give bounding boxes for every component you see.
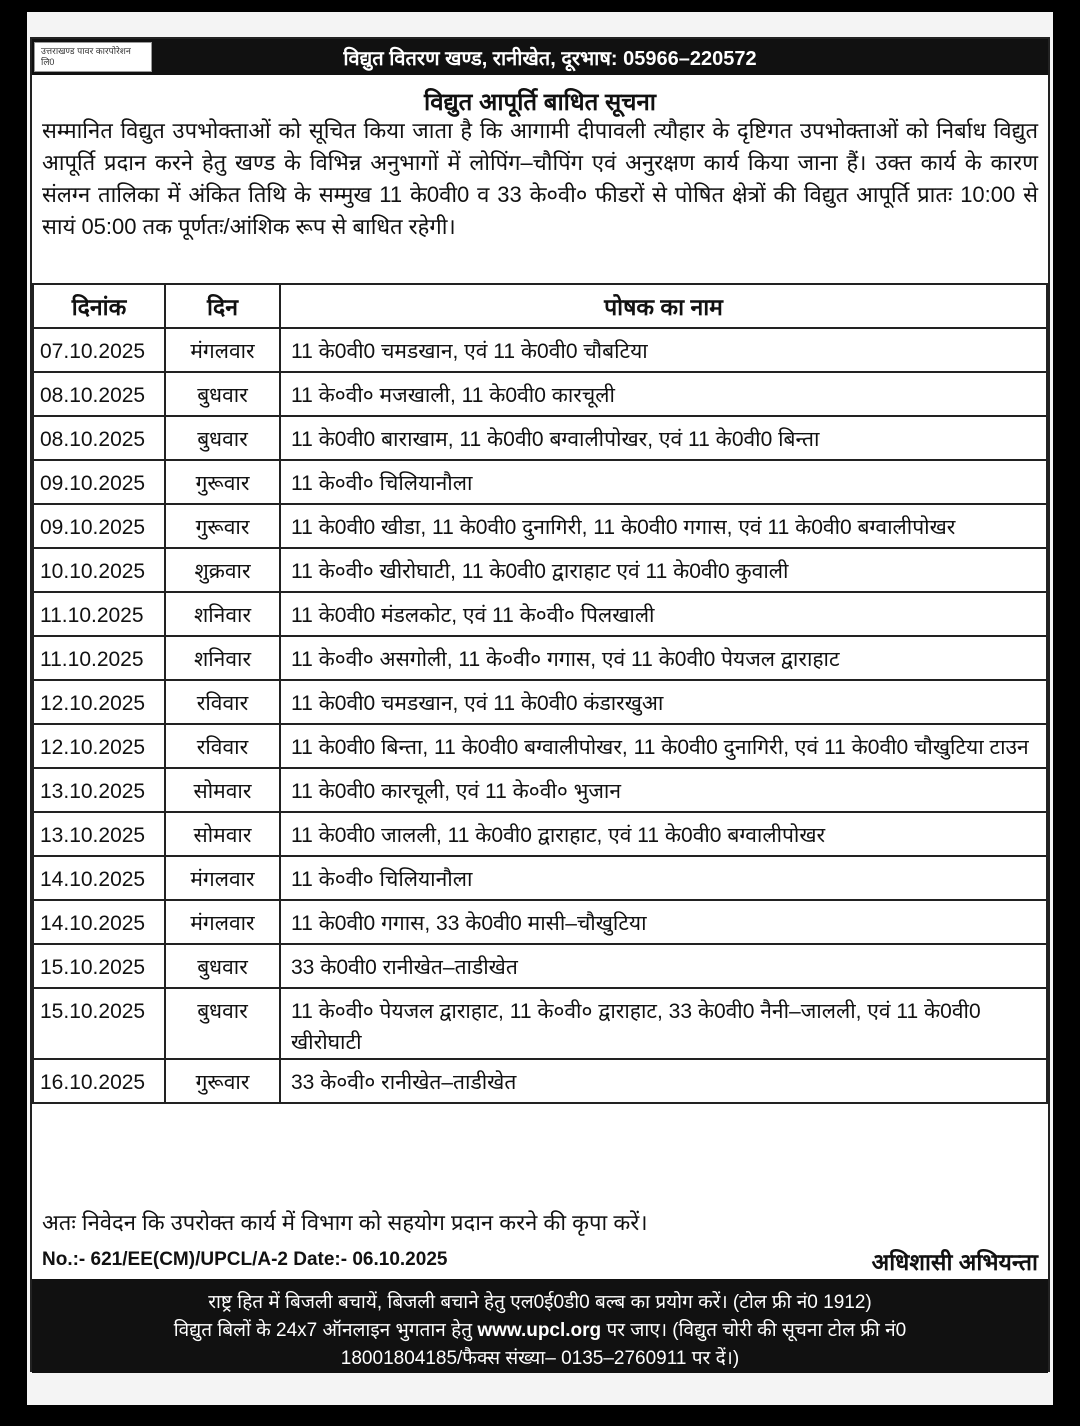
table-header-row bbox=[33, 284, 1047, 328]
table-row bbox=[33, 812, 1047, 856]
table-row bbox=[33, 636, 1047, 680]
signatory: अधिशासी अभियन्ता bbox=[871, 1249, 1038, 1275]
date-cell: 14.10.2025 bbox=[33, 856, 165, 900]
day-cell: बुधवार bbox=[165, 988, 280, 1059]
footer-line-2a: विद्युत बिलों के 24x7 ऑनलाइन भुगतान हेतु bbox=[173, 1320, 473, 1341]
day-cell: मंगलवार bbox=[165, 856, 280, 900]
feeder-cell: 33 के0वी0 रानीखेत–ताडीखेत bbox=[280, 944, 1047, 988]
notice-sheet bbox=[27, 12, 1053, 1405]
date-cell: 12.10.2025 bbox=[33, 724, 165, 768]
table-row bbox=[33, 504, 1047, 548]
date-cell: 13.10.2025 bbox=[33, 812, 165, 856]
feeder-cell: 11 के0वी0 मंडलकोट, एवं 11 के०वी० पिलखाली bbox=[280, 592, 1047, 636]
day-cell: शुक्रवार bbox=[165, 548, 280, 592]
schedule-table bbox=[32, 283, 1048, 1104]
day-cell: बुधवार bbox=[165, 416, 280, 460]
day-cell: मंगलवार bbox=[165, 328, 280, 372]
header-date: दिनांक bbox=[33, 284, 165, 328]
footer-line-2 bbox=[32, 1317, 1048, 1345]
table-row bbox=[33, 768, 1047, 812]
date-cell: 09.10.2025 bbox=[33, 504, 165, 548]
table-row bbox=[33, 592, 1047, 636]
date-cell: 15.10.2025 bbox=[33, 944, 165, 988]
day-cell: मंगलवार bbox=[165, 900, 280, 944]
feeder-cell: 11 के0वी0 कारचूली, एवं 11 के०वी० भुजान bbox=[280, 768, 1047, 812]
date-cell: 11.10.2025 bbox=[33, 592, 165, 636]
table-row bbox=[33, 944, 1047, 988]
date-cell: 09.10.2025 bbox=[33, 460, 165, 504]
company-logo: उत्तराखण्ड पावर कारपोरेशन लि0 bbox=[34, 42, 152, 72]
feeder-cell: 11 के0वी0 गगास, 33 के0वी0 मासी–चौखुटिया bbox=[280, 900, 1047, 944]
feeder-cell: 11 के0वी0 बाराखाम, 11 के0वी0 बग्वालीपोखर, एवं 11 के0वी0 बिन्ता bbox=[280, 416, 1047, 460]
feeder-cell: 11 के०वी० पेयजल द्वाराहाट, 11 के०वी० द्वाराहाट, 33 के0वी0 नैनी–जालली, एवं 11 के0वी0 खीरोघाटी bbox=[280, 988, 1047, 1059]
date-cell: 11.10.2025 bbox=[33, 636, 165, 680]
footer-bar bbox=[32, 1279, 1048, 1373]
day-cell: बुधवार bbox=[165, 944, 280, 988]
footer-line-1: राष्ट्र हित में बिजली बचायें, बिजली बचाने हेतु एल0ई0डी0 बल्ब का प्रयोग करें। (टोल फ्री नं0 1912) bbox=[208, 1292, 872, 1313]
date-cell: 08.10.2025 bbox=[33, 416, 165, 460]
feeder-cell: 11 के०वी० खीरोघाटी, 11 के0वी0 द्वाराहाट एवं 11 के0वी0 कुवाली bbox=[280, 548, 1047, 592]
day-cell: सोमवार bbox=[165, 768, 280, 812]
header-feeder: पोषक का नाम bbox=[280, 284, 1047, 328]
table-row bbox=[33, 724, 1047, 768]
date-cell: 07.10.2025 bbox=[33, 328, 165, 372]
notice-intro: सम्मानित विद्युत उपभोक्ताओं को सूचित किया जाता है कि आगामी दीपावली त्यौहार के दृष्टिगत उपभोक्ताओं को निर्बाध विद्युत आपूर्ति प्रदान करने हेतु खण्ड के विभिन्न अनुभागों में लोपिंग–चौपिंग एवं अनुरक्षण कार्य किया जाना हैं। उक्त कार्य के कारण संलग्न तालिका में अंकित तिथि के सम्मुख 11 के0वी0 व 33 के०वी० फीडरों से पोषित क्षेत्रों की विद्युत आपूर्ति प्रातः 10:00 से सायं 05:00 तक पूर्णतः/आंशिक रूप से बाधित रहेगी। bbox=[42, 118, 1038, 239]
date-cell: 08.10.2025 bbox=[33, 372, 165, 416]
table-row bbox=[33, 900, 1047, 944]
footer-line-3: 18001804185/फैक्स संख्या– 0135–2760911 पर दें।) bbox=[340, 1348, 740, 1369]
table-row bbox=[33, 460, 1047, 504]
day-cell: सोमवार bbox=[165, 812, 280, 856]
day-cell: गुरूवार bbox=[165, 504, 280, 548]
day-cell: बुधवार bbox=[165, 372, 280, 416]
footer-line-2b: पर जाए। (विद्युत चोरी की सूचना टोल फ्री नं0 bbox=[606, 1320, 907, 1341]
date-cell: 10.10.2025 bbox=[33, 548, 165, 592]
day-cell: रविवार bbox=[165, 724, 280, 768]
table-row bbox=[33, 328, 1047, 372]
feeder-cell: 11 के0वी0 जालली, 11 के0वी0 द्वाराहाट, एवं 11 के0वी0 बग्वालीपोखर bbox=[280, 812, 1047, 856]
table-row bbox=[33, 856, 1047, 900]
feeder-cell: 11 के०वी० मजखाली, 11 के0वी0 कारचूली bbox=[280, 372, 1047, 416]
appeal-text: अतः निवेदन कि उपरोक्त कार्य में विभाग को सहयोग प्रदान करने की कृपा करें। bbox=[42, 1210, 648, 1235]
website-link[interactable]: www.upcl.org bbox=[477, 1320, 602, 1341]
table-row bbox=[33, 988, 1047, 1059]
date-cell: 15.10.2025 bbox=[33, 988, 165, 1059]
table-row bbox=[33, 1059, 1047, 1103]
feeder-cell: 33 के०वी० रानीखेत–ताडीखेत bbox=[280, 1059, 1047, 1103]
notice-frame bbox=[30, 37, 1050, 1372]
date-cell: 13.10.2025 bbox=[33, 768, 165, 812]
feeder-cell: 11 के०वी० चिलियानौला bbox=[280, 856, 1047, 900]
day-cell: रविवार bbox=[165, 680, 280, 724]
date-cell: 14.10.2025 bbox=[33, 900, 165, 944]
feeder-cell: 11 के0वी0 चमडखान, एवं 11 के0वी0 चौबटिया bbox=[280, 328, 1047, 372]
reference-number: No.:- 621/EE(CM)/UPCL/A-2 Date:- 06.10.2025 bbox=[42, 1249, 448, 1270]
table-row bbox=[33, 680, 1047, 724]
header-bar bbox=[32, 39, 1048, 75]
office-address: विद्युत वितरण खण्ड, रानीखेत, दूरभाष: 05966–220572 bbox=[343, 47, 757, 70]
table-row bbox=[33, 416, 1047, 460]
table-row bbox=[33, 548, 1047, 592]
day-cell: गुरूवार bbox=[165, 460, 280, 504]
date-cell: 12.10.2025 bbox=[33, 680, 165, 724]
feeder-cell: 11 के0वी0 बिन्ता, 11 के0वी0 बग्वालीपोखर, 11 के0वी0 दुनागिरी, एवं 11 के0वी0 चौखुटिया टाउन bbox=[280, 724, 1047, 768]
feeder-cell: 11 के०वी० चिलियानौला bbox=[280, 460, 1047, 504]
feeder-cell: 11 के0वी0 खीडा, 11 के0वी0 दुनागिरी, 11 के0वी0 गगास, एवं 11 के0वी0 बग्वालीपोखर bbox=[280, 504, 1047, 548]
table-row bbox=[33, 372, 1047, 416]
day-cell: शनिवार bbox=[165, 592, 280, 636]
date-cell: 16.10.2025 bbox=[33, 1059, 165, 1103]
day-cell: शनिवार bbox=[165, 636, 280, 680]
feeder-cell: 11 के०वी० असगोली, 11 के०वी० गगास, एवं 11 के0वी0 पेयजल द्वाराहाट bbox=[280, 636, 1047, 680]
notice-title: विद्युत आपूर्ति बाधित सूचना bbox=[424, 89, 656, 116]
feeder-cell: 11 के0वी0 चमडखान, एवं 11 के0वी0 कंडारखुआ bbox=[280, 680, 1047, 724]
day-cell: गुरूवार bbox=[165, 1059, 280, 1103]
header-day: दिन bbox=[165, 284, 280, 328]
